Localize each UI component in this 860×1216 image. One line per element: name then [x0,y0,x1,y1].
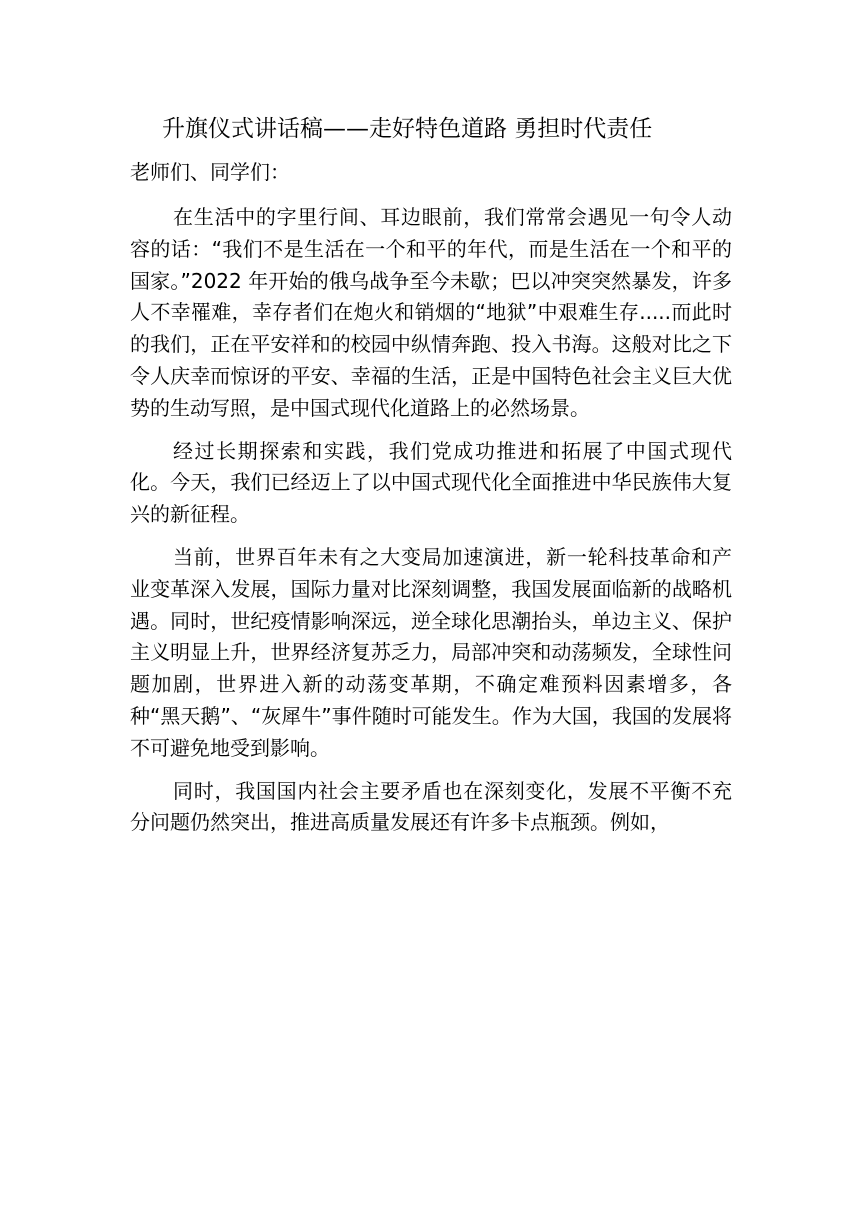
paragraph-2: 经过长期探索和实践，我们党成功推进和拓展了中国式现代化。今天，我们已经迈上了以中国式现代化全面推进中华民族伟大复兴的新征程。 [130,438,732,527]
paragraph-3: 当前，世界百年未有之大变局加速演进，新一轮科技革命和产业变革深入发展，国际力量对比深刻调整，我国发展面临新的战略机遇。同时，世纪疫情影响深远，逆全球化思潮抬头，单边主义、保护主义明显上升，世界经济复苏乏力，局部冲突和动荡频发，全球性问题加剧，世界进入新的动荡变革期，不确定难预料因素增多，各种“黑天鹅”、“灰犀牛”事件随时可能发生。作为大国，我国的发展将不可避免地受到影响。 [130,544,732,760]
salutation: 老师们、同学们： [130,160,290,184]
document-title: 升旗仪式讲话稿——走好特色道路 勇担时代责任 [162,116,653,142]
speech-body [130,202,732,850]
paragraph-4: 同时，我国国内社会主要矛盾也在深刻变化，发展不平衡不充分问题仍然突出，推进高质量发展还有许多卡点瓶颈。例如， [130,778,732,835]
paragraph-1: 在生活中的字里行间、耳边眼前，我们常常会遇见一句令人动容的话：“我们不是生活在一个和平的年代，而是生活在一个和平的国家。”2022 年开始的俄乌战争至今未歇；巴以冲突突然暴发，许多人不幸罹难，幸存者们在炮火和销烟的“地狱”中艰难生存.....而此时的我们，正在平安祥和的校园中纵情奔跑、投入书海。这般对比之下令人庆幸而惊讶的平安、幸福的生活，正是中国特色社会主义巨大优势的生动写照，是中国式现代化道路上的必然场景。 [130,205,732,420]
